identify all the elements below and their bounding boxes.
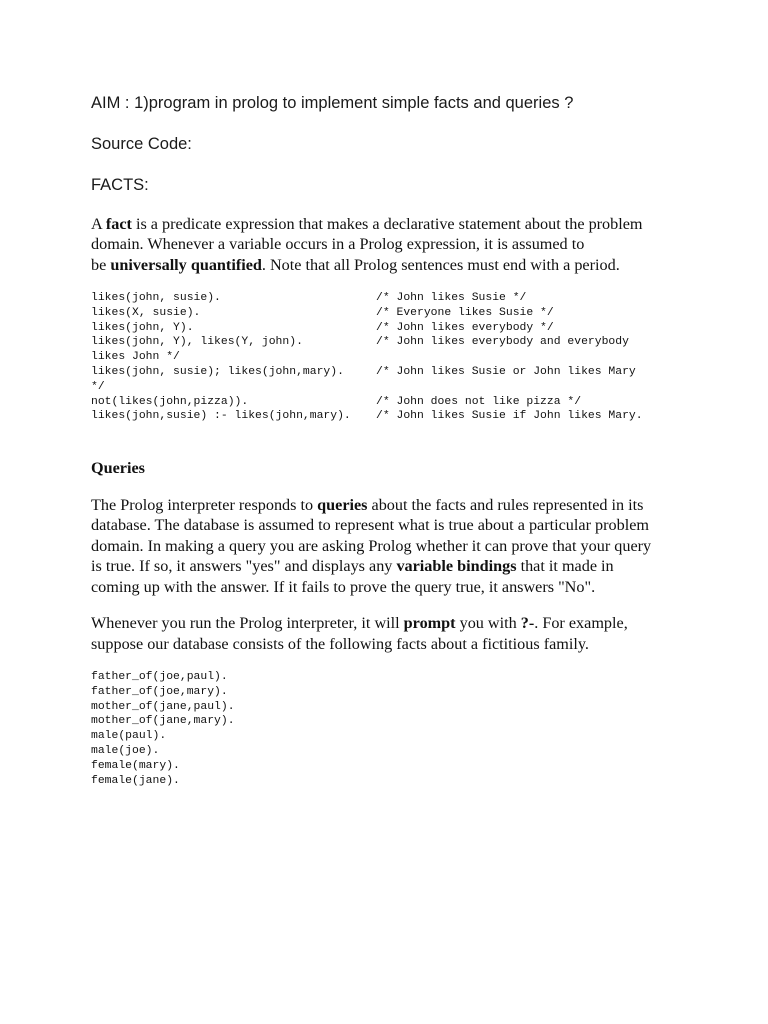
code-line: male(paul). [91,730,167,743]
document-page: AIM : 1)program in prolog to implement simple facts and queries ? Source Code: FACTS: A fact is a predicate expression that makes a declarative statement about the problem domain. Whenever a variable occurs in a Prolog expression, it is assumed to be universally quantified. Note that all Prolog sentences must end with a period. likes(john, susie). /* John likes Susie */ likes(X, susie). /* Everyone likes Susie */ likes(john, Y). /* John likes everybody */ likes(john, Y), likes(Y, john). /* John likes everybody and everybody likes John */ likes(john, susie); likes(john,mary). /* John likes Susie or John likes Mary */ not(likes(john,pizza)). /* John does not like pizza */ likes(john,susie) :- likes(john,mary). /* John likes Susie if John likes Mary. Queries The Prolog interpreter responds to queries about the facts and rules represented in its database. The database is assumed to represent what is true about a particular problem domain. In making a query you are asking Prolog whether it can prove that your query is true. If so, it answers "yes" and displays any variable bindings that it made in coming up with the answer. If it fails to prove the query true, it answers "No". Whenever you run the Prolog interpreter, it will prompt you with ?-. For example, suppose our database consists of the following facts about a fictitious family. father_of(joe,paul). father_of(joe,mary). mother_of(jane,paul). mother_of(jane,mary). male(paul). male(joe). female(mary). female(jane). [91,94,652,787]
facts-heading: FACTS: [91,176,149,194]
aim-line: AIM : 1)program in prolog to implement simple facts and queries ? [91,94,574,112]
prompt-paragraph-line-2: suppose our database consists of the following facts about a fictitious family. [91,635,589,653]
code-line: male(joe). [91,744,160,757]
term-prompt-symbol: ?- [520,614,535,632]
prompt-paragraph-line-1: Whenever you run the Prolog interpreter, it will prompt you with ?-. For example, [91,614,628,632]
term-universally-quantified: universally quantified [110,256,262,274]
code-line: father_of(joe,mary). [91,685,228,698]
fact-paragraph-line-2: domain. Whenever a variable occurs in a Prolog expression, it is assumed to [91,235,585,253]
family-code-block [91,670,235,788]
queries-heading: Queries [91,459,145,477]
term-fact: fact [105,215,132,233]
code-line: father_of(joe,paul). [91,671,228,683]
term-queries: queries [317,496,368,514]
queries-paragraph-line-2: database. The database is assumed to represent what is true about a particular problem [91,516,649,534]
source-code-label: Source Code: [91,135,192,153]
code-line: female(jane). [91,774,180,787]
term-variable-bindings: variable bindings [396,557,517,575]
code-line: mother_of(jane,paul). [91,700,235,713]
term-prompt: prompt [403,614,456,632]
queries-paragraph-line-3: domain. In making a query you are asking Prolog whether it can prove that your query [91,537,652,555]
code-line: female(mary). [91,759,180,772]
fact-paragraph-line-3: be universally quantified. Note that all Prolog sentences must end with a period. [91,256,620,274]
queries-paragraph-line-4: is true. If so, it answers "yes" and displays any variable bindings that it made in [91,557,614,575]
queries-paragraph-line-1: The Prolog interpreter responds to queries about the facts and rules represented in its [91,496,644,514]
fact-paragraph-line-1: A fact is a predicate expression that makes a declarative statement about the problem [91,215,643,233]
queries-paragraph-line-5: coming up with the answer. If it fails to prove the query true, it answers "No". [91,578,596,596]
code-line: mother_of(jane,mary). [91,715,235,728]
